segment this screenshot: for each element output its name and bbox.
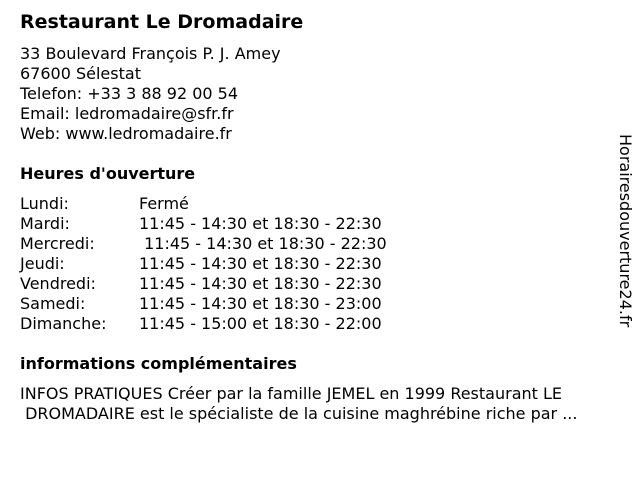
day-label: Dimanche: bbox=[20, 314, 107, 333]
day-label: Vendredi: bbox=[20, 274, 96, 293]
hours-row-vendredi bbox=[20, 274, 387, 294]
hours-row-mercredi bbox=[20, 234, 387, 254]
time-value: 11:45 - 15:00 et 18:30 - 22:00 bbox=[139, 314, 382, 333]
hours-row-mardi bbox=[20, 214, 387, 234]
site-watermark: Horairesdouverture24.fr bbox=[616, 134, 635, 328]
info-description bbox=[20, 384, 630, 424]
info-heading: informations complémentaires bbox=[20, 354, 297, 373]
time-value: 11:45 - 14:30 et 18:30 - 22:30 bbox=[139, 254, 382, 273]
hours-row-lundi bbox=[20, 194, 387, 214]
time-value: 11:45 - 14:30 et 18:30 - 22:30 bbox=[139, 234, 387, 253]
restaurant-title: Restaurant Le Dromadaire bbox=[20, 11, 304, 33]
phone-line: Telefon: +33 3 88 92 00 54 bbox=[20, 84, 239, 103]
day-label: Lundi: bbox=[20, 194, 69, 213]
time-value: 11:45 - 14:30 et 18:30 - 22:30 bbox=[139, 214, 382, 233]
day-label: Samedi: bbox=[20, 294, 86, 313]
web-line: Web: www.ledromadaire.fr bbox=[20, 124, 232, 143]
address-street: 33 Boulevard François P. J. Amey bbox=[20, 44, 281, 63]
email-line: Email: ledromadaire@sfr.fr bbox=[20, 104, 234, 123]
hours-row-jeudi bbox=[20, 254, 387, 274]
time-value: Fermé bbox=[139, 194, 189, 213]
time-value: 11:45 - 14:30 et 18:30 - 23:00 bbox=[139, 294, 382, 313]
day-label: Mardi: bbox=[20, 214, 70, 233]
info-line: DROMADAIRE est le spécialiste de la cuisine maghrébine riche par ... bbox=[20, 404, 578, 423]
hours-row-dimanche bbox=[20, 314, 387, 334]
time-value: 11:45 - 14:30 et 18:30 - 22:30 bbox=[139, 274, 382, 293]
day-label: Mercredi: bbox=[20, 234, 95, 253]
address-city: 67600 Sélestat bbox=[20, 64, 141, 83]
hours-row-samedi bbox=[20, 294, 387, 314]
contact-block bbox=[20, 44, 281, 144]
hours-table bbox=[20, 194, 387, 334]
hours-heading: Heures d'ouverture bbox=[20, 164, 196, 183]
info-line: INFOS PRATIQUES Créer par la famille JEMEL en 1999 Restaurant LE bbox=[20, 384, 563, 403]
day-label: Jeudi: bbox=[20, 254, 65, 273]
